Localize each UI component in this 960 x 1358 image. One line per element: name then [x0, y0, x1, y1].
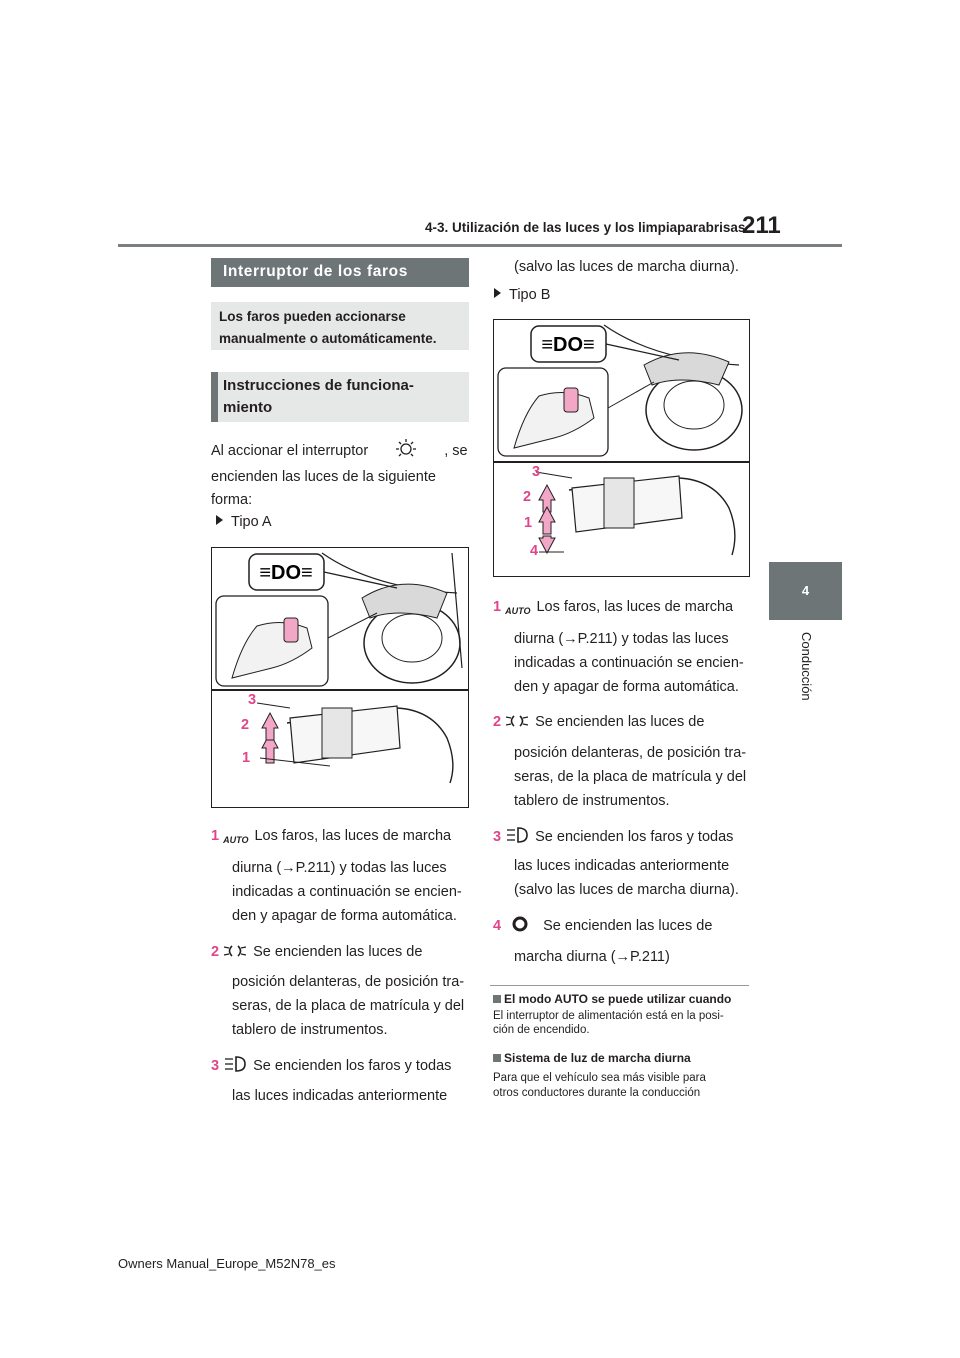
intro-text-a: Al accionar el interruptor: [211, 443, 369, 459]
list-a-item-2-line-2: posición delanteras, de posición tra-: [232, 974, 465, 990]
list-b-item-1-line-4: den y apagar de forma automática.: [514, 679, 739, 695]
list-b-item-1-line-2: diurna (→P.211) y todas las luces: [514, 631, 729, 647]
headlight-icon: [223, 1055, 247, 1073]
note-1-heading: El modo AUTO se puede utilizar cuando: [493, 992, 731, 1006]
continued-line: (salvo las luces de marcha diurna).: [514, 259, 739, 275]
note-2-heading: Sistema de luz de marcha diurna: [493, 1051, 691, 1065]
list-b-item-2-line-2: posición delanteras, de posición tra-: [514, 745, 747, 761]
position-lights-icon: [505, 713, 529, 729]
note-2-line-1: Para que el vehículo sea más visible para: [493, 1072, 706, 1084]
list-a-item-1-line-4: den y apagar de forma automática.: [232, 908, 457, 924]
figure-b-label-2: 2: [523, 489, 532, 505]
list-b-item-2: 2 Se encienden las luces de: [493, 714, 705, 730]
headlight-icon: [505, 826, 529, 844]
type-b-heading: Tipo B: [494, 283, 550, 307]
list-b-item-2-line-3: seras, de la placa de matrícula y del: [514, 769, 747, 785]
off-icon: [511, 915, 537, 933]
list-a-item-1-number: 1: [211, 828, 220, 844]
auto-icon: AUTO: [223, 835, 249, 845]
list-a-item-1-line-3: indicadas a continuación se encien-: [232, 884, 462, 900]
list-a-item-3-line-2: las luces indicadas anteriormente: [232, 1088, 448, 1104]
list-a-item-1: 1 AUTO Los faros, las luces de marcha: [211, 824, 451, 852]
intro-line-2: encienden las luces de la siguiente: [211, 469, 436, 485]
figure-b-label-1: 1: [524, 515, 533, 531]
section-heading-box: Interruptor de los faros: [211, 258, 469, 287]
list-a-item-3: 3 Se encienden los faros y todas: [211, 1054, 451, 1078]
list-b-item-4-line-2: marcha diurna (→P.211): [514, 949, 670, 965]
figure-b-label-4: 4: [530, 543, 539, 559]
figure-type-a: [211, 547, 469, 808]
list-a-item-2-line-3: seras, de la placa de matrícula y del: [232, 998, 465, 1014]
figure-b-label-3: 3: [532, 464, 541, 480]
bullet-triangle-icon: [216, 515, 223, 525]
lever-illustration-a: [212, 548, 468, 807]
list-b-item-1-line-3: indicadas a continuación se encien-: [514, 655, 744, 671]
note-square-icon: [493, 995, 501, 1003]
lever-illustration-b: [494, 320, 749, 576]
instructions-heading-box: [211, 372, 469, 422]
notes-divider: [490, 985, 749, 986]
svg-text:≡DO≡: ≡DO≡: [259, 562, 313, 584]
list-b-item-2-line-4: tablero de instrumentos.: [514, 793, 670, 809]
list-a-item-3-number: 3: [211, 1058, 220, 1074]
list-b-item-1-number: 1: [493, 599, 502, 615]
list-b-item-3: 3 Se encienden los faros y todas: [493, 825, 733, 849]
header-divider: [118, 244, 842, 247]
note-1-line-1: El interruptor de alimentación está en la posi-: [493, 1010, 724, 1022]
figure-a-label-3: 3: [248, 692, 257, 708]
list-b-item-2-number: 2: [493, 714, 502, 730]
intro-line-1: [211, 438, 468, 463]
list-a-item-1-line-2: diurna (→P.211) y todas las luces: [232, 860, 447, 876]
note-1-line-2: ción de encendido.: [493, 1024, 590, 1036]
list-b-item-4: 4 Se encienden las luces de: [493, 914, 712, 938]
list-b-item-4-number: 4: [493, 918, 502, 934]
list-b-item-1: 1 AUTO Los faros, las luces de marcha: [493, 595, 733, 623]
intro-text-b: , se: [444, 443, 468, 459]
chapter-label: Conducción: [799, 632, 814, 701]
note-square-icon: [493, 1054, 501, 1062]
list-a-item-2-line-4: tablero de instrumentos.: [232, 1022, 388, 1038]
list-b-item-3-line-2: las luces indicadas anteriormente: [514, 858, 730, 874]
list-a-item-2-number: 2: [211, 944, 220, 960]
page-number: 211: [742, 212, 781, 239]
chapter-tab[interactable]: 4: [769, 562, 842, 620]
auto-icon: AUTO: [505, 606, 531, 616]
figure-a-label-2: 2: [241, 717, 250, 733]
section-title: 4-3. Utilización de las luces y los limpiaparabrisas: [425, 220, 746, 235]
position-lights-icon: [223, 943, 247, 959]
svg-text:≡DO≡: ≡DO≡: [541, 334, 595, 356]
light-switch-icon: [380, 438, 432, 460]
heading-accent-bar: [211, 372, 218, 422]
footer-manual-id: Owners Manual_Europe_M52N78_es: [118, 1256, 336, 1271]
intro-line-3: forma:: [211, 492, 253, 508]
list-b-item-3-line-3: (salvo las luces de marcha diurna).: [514, 882, 739, 898]
figure-type-b: [493, 319, 750, 577]
bullet-triangle-icon: [494, 288, 501, 298]
intro-box: Los faros pueden accionarse manualmente o automáticamente.: [211, 302, 469, 350]
list-a-item-2: 2 Se encienden las luces de: [211, 944, 423, 960]
list-b-item-3-number: 3: [493, 829, 502, 845]
instructions-heading: Instrucciones de funciona-miento: [223, 377, 414, 416]
figure-a-label-1: 1: [242, 750, 251, 766]
note-2-line-2: otros conductores durante la conducción: [493, 1087, 701, 1099]
type-a-heading: Tipo A: [216, 510, 272, 534]
